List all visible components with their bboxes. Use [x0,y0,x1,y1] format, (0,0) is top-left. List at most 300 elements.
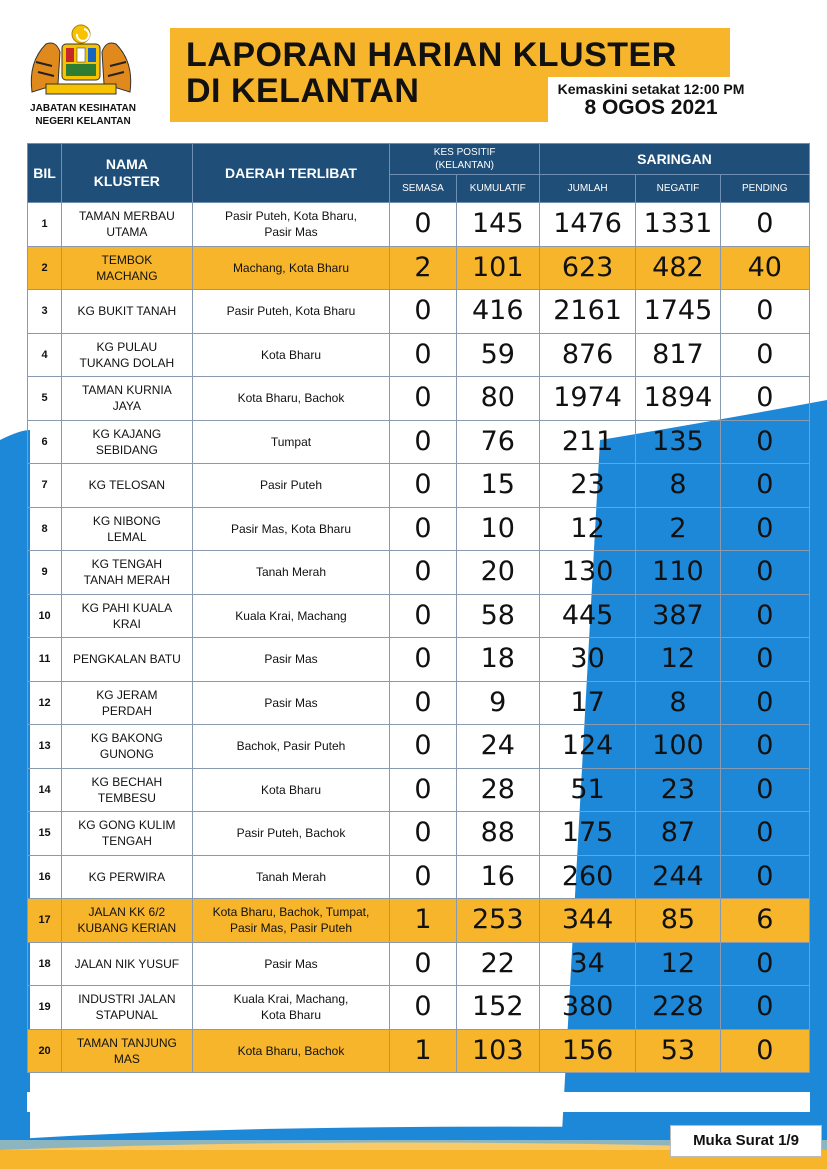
bil-value: 10 [38,609,51,622]
nama-line-1: KG BECHAH [91,774,163,789]
semasa-value: 0 [414,338,432,370]
kumulatif-value: 28 [480,773,515,805]
cell-daerah [192,812,390,856]
daerah-line-1: Pasir Puteh [259,478,322,493]
negatif-value: 8 [669,686,687,718]
bil-value: 19 [38,1001,51,1014]
pending-value: 0 [756,817,774,849]
cell-bil [28,464,62,508]
nama-line-1: KG PAHI KUALA [81,600,173,615]
semasa-value: 0 [414,512,432,544]
nama-line-2: UTAMA [106,225,148,240]
cell-pending [720,246,809,290]
daerah-line-2: Kota Bharu [260,1008,321,1023]
cell-negatif [636,377,720,421]
nama-line-1: TAMAN MERBAU [78,209,175,224]
pending-value: 0 [756,991,774,1023]
semasa-value: 0 [414,208,432,240]
agency-line-1: JABATAN KESIHATAN [30,103,136,114]
bil-value: 11 [38,653,51,666]
cell-negatif [636,986,720,1030]
cell-kumulatif [456,855,539,899]
table-row [28,899,810,943]
pending-value: 0 [756,295,774,327]
nama-line-1: KG BAKONG [90,731,163,746]
table-row [28,507,810,551]
cell-daerah [192,942,390,986]
cell-nama-kluster [62,464,192,508]
cell-nama-kluster [62,246,192,290]
cell-daerah [192,377,390,421]
negatif-value: 1745 [643,295,713,327]
semasa-value: 0 [414,860,432,892]
pending-value: 0 [756,338,774,370]
table-row [28,942,810,986]
nama-line-2: PERDAH [101,703,152,718]
daerah-line-1: Kuala Krai, Machang, [233,992,349,1007]
nama-line-1: KG BUKIT TANAH [77,304,177,319]
bil-value: 1 [41,218,48,231]
kumulatif-value: 103 [471,1034,524,1066]
jumlah-value: 876 [561,338,614,370]
cell-kumulatif [456,638,539,682]
table-footer-spacer [27,1092,810,1112]
nama-line-2: TUKANG DOLAH [79,355,175,370]
daerah-line-1: Kota Bharu, Bachok, Tumpat, [212,905,370,920]
cell-nama-kluster [62,899,192,943]
pending-value: 0 [756,947,774,979]
negatif-value: 387 [652,599,704,631]
cell-daerah [192,899,390,943]
daerah-line-1: Machang, Kota Bharu [232,260,350,275]
update-date: 8 OGOS 2021 [584,96,718,119]
cell-negatif [636,507,720,551]
pending-value: 0 [756,773,774,805]
table-row [28,812,810,856]
nama-line-2: GUNONG [99,747,154,762]
pending-value: 0 [756,208,774,240]
semasa-value: 0 [414,730,432,762]
jumlah-value: 2161 [553,295,622,327]
daerah-line-1: Bachok, Pasir Puteh [236,739,346,754]
jumlah-value: 175 [561,817,614,849]
cell-bil [28,768,62,812]
cell-semasa [390,420,456,464]
daerah-line-1: Kota Bharu, Bachok [237,1043,345,1058]
cell-semasa [390,551,456,595]
cell-negatif [636,594,720,638]
table-row [28,768,810,812]
cell-negatif [636,942,720,986]
page-number: Muka Surat 1/9 [670,1125,822,1157]
cell-bil [28,986,62,1030]
jumlah-value: 34 [570,947,605,979]
table-row [28,420,810,464]
nama-line-2: KRAI [112,616,141,631]
cell-semasa [390,768,456,812]
cell-jumlah [539,551,635,595]
bil-value: 8 [41,522,48,535]
cell-bil [28,333,62,377]
cell-kumulatif [456,377,539,421]
cell-pending [720,942,809,986]
update-info [548,77,754,125]
nama-line-2: JAYA [112,399,141,414]
pending-value: 0 [756,643,774,675]
cell-pending [720,377,809,421]
table-row [28,377,810,421]
cell-semasa [390,638,456,682]
cell-nama-kluster [62,681,192,725]
cell-jumlah [539,942,635,986]
kumulatif-value: 76 [480,425,515,457]
negatif-value: 12 [660,947,696,979]
col-header-negatif: NEGATIF [636,175,720,203]
cell-jumlah [539,725,635,769]
jumlah-value: 344 [561,904,614,936]
kumulatif-value: 18 [480,643,515,675]
cell-pending [720,507,809,551]
cell-semasa [390,333,456,377]
nama-line-1: KG TELOSAN [88,478,166,493]
jumlah-value: 1476 [553,208,622,240]
cell-kumulatif [456,203,539,247]
cell-daerah [192,594,390,638]
cell-kumulatif [456,464,539,508]
cell-pending [720,290,809,334]
cell-negatif [636,246,720,290]
pending-value: 0 [756,425,774,457]
agency-name [8,102,158,128]
bil-value: 9 [41,566,48,579]
jumlah-value: 623 [561,251,614,283]
kumulatif-value: 416 [471,295,524,327]
cell-nama-kluster [62,551,192,595]
kumulatif-value: 101 [471,251,524,283]
cell-negatif [636,768,720,812]
negatif-value: 1894 [643,382,713,414]
nama-line-1: KG PERWIRA [88,869,166,884]
cell-kumulatif [456,290,539,334]
negatif-value: 817 [652,338,704,370]
cell-kumulatif [456,246,539,290]
semasa-value: 0 [414,556,432,588]
cell-jumlah [539,1029,635,1073]
semasa-value: 0 [414,773,432,805]
negatif-value: 100 [652,730,704,762]
negatif-value: 244 [652,860,704,892]
cell-bil [28,725,62,769]
negatif-value: 2 [669,512,687,544]
cell-bil [28,812,62,856]
cell-kumulatif [456,1029,539,1073]
cell-jumlah [539,899,635,943]
bil-value: 2 [41,261,48,274]
semasa-value: 0 [414,382,432,414]
bil-value: 18 [38,957,51,970]
nama-line-2: STAPUNAL [95,1008,159,1023]
cell-pending [720,1029,809,1073]
bil-value: 13 [38,740,51,753]
pending-value: 0 [756,556,774,588]
cell-negatif [636,464,720,508]
jumlah-value: 124 [561,730,614,762]
nama-line-1: JALAN KK 6/2 [88,905,166,920]
cell-pending [720,986,809,1030]
cell-daerah [192,725,390,769]
col-header-kumulatif: KUMULATIF [456,175,539,203]
cell-daerah [192,420,390,464]
cell-pending [720,855,809,899]
cell-bil [28,246,62,290]
cell-semasa [390,725,456,769]
semasa-value: 0 [414,686,432,718]
table-row [28,464,810,508]
cell-semasa [390,855,456,899]
cell-pending [720,812,809,856]
col-header-kes-line-1: KES POSITIF [433,147,496,158]
cell-nama-kluster [62,420,192,464]
semasa-value: 0 [414,599,432,631]
nama-line-1: KG PULAU [96,339,158,354]
nama-line-1: INDUSTRI JALAN [78,992,176,1007]
cell-daerah [192,333,390,377]
cell-pending [720,464,809,508]
cell-jumlah [539,377,635,421]
cell-pending [720,203,809,247]
cell-semasa [390,464,456,508]
cell-semasa [390,899,456,943]
kumulatif-value: 20 [480,556,515,588]
col-header-semasa: SEMASA [390,175,456,203]
jumlah-value: 380 [561,991,614,1023]
jumlah-value: 30 [570,643,605,675]
cell-daerah [192,681,390,725]
cell-kumulatif [456,899,539,943]
cell-negatif [636,551,720,595]
cell-negatif [636,812,720,856]
report-title-line-1: LAPORAN HARIAN KLUSTER [186,36,677,74]
daerah-line-1: Kota Bharu [260,782,321,797]
jumlah-value: 23 [570,469,605,501]
jumlah-value: 445 [561,599,614,631]
cell-negatif [636,203,720,247]
table-row [28,725,810,769]
table-row [28,681,810,725]
col-header-nama [62,144,192,203]
nama-line-2: MACHANG [96,268,158,283]
negatif-value: 1331 [643,208,713,240]
cell-semasa [390,812,456,856]
semasa-value: 0 [414,991,432,1023]
cell-negatif [636,855,720,899]
table-row [28,290,810,334]
bil-value: 16 [38,870,51,883]
agency-line-2: NEGERI KELANTAN [35,116,131,127]
cell-bil [28,1029,62,1073]
daerah-line-1: Tanah Merah [255,565,326,580]
negatif-value: 482 [652,251,704,283]
semasa-value: 1 [414,1034,432,1066]
semasa-value: 0 [414,295,432,327]
cell-bil [28,942,62,986]
cell-semasa [390,203,456,247]
cell-kumulatif [456,594,539,638]
semasa-value: 0 [414,643,432,675]
cell-kumulatif [456,681,539,725]
cell-bil [28,551,62,595]
kumulatif-value: 10 [480,512,515,544]
kumulatif-value: 145 [471,208,524,240]
cell-daerah [192,638,390,682]
nama-line-2: SEBIDANG [95,442,158,457]
bil-value: 4 [41,348,48,361]
nama-line-1: TAMAN KURNIA [81,383,172,398]
semasa-value: 0 [414,947,432,979]
nama-line-2: TEMBESU [97,790,156,805]
negatif-value: 12 [660,643,696,675]
bil-value: 14 [38,783,51,796]
cell-nama-kluster [62,203,192,247]
cell-bil [28,507,62,551]
cell-daerah [192,551,390,595]
nama-line-1: KG NIBONG [92,513,161,528]
pending-value: 40 [747,251,782,283]
kumulatif-value: 80 [480,382,515,414]
daerah-line-1: Pasir Puteh, Bachok [236,826,346,841]
cluster-table [27,143,810,1073]
cell-daerah [192,768,390,812]
col-header-nama-line-1: NAMA [105,156,148,172]
pending-value: 0 [756,469,774,501]
nama-line-1: KG JERAM [96,687,158,702]
cell-negatif [636,290,720,334]
cell-negatif [636,333,720,377]
nama-line-1: KG GONG KULIM [78,818,176,833]
pending-value: 0 [756,382,774,414]
cell-bil [28,681,62,725]
pending-value: 0 [756,686,774,718]
col-header-saringan: SARINGAN [539,144,809,175]
col-header-kes-line-2: (KELANTAN) [435,160,494,171]
kumulatif-value: 15 [480,469,515,501]
cell-kumulatif [456,551,539,595]
cell-semasa [390,377,456,421]
negatif-value: 110 [652,556,704,588]
cell-nama-kluster [62,986,192,1030]
jumlah-value: 17 [570,686,605,718]
daerah-line-1: Kota Bharu [260,347,321,362]
cell-bil [28,855,62,899]
cell-daerah [192,203,390,247]
bil-value: 5 [41,392,48,405]
bil-value: 7 [41,479,48,492]
cell-nama-kluster [62,812,192,856]
jumlah-value: 260 [561,860,614,892]
jumlah-value: 211 [561,425,614,457]
cell-jumlah [539,986,635,1030]
semasa-value: 0 [414,425,432,457]
cell-negatif [636,638,720,682]
cell-jumlah [539,594,635,638]
cell-daerah [192,986,390,1030]
negatif-value: 8 [669,469,687,501]
pending-value: 0 [756,599,774,631]
nama-line-2: TENGAH [101,834,152,849]
jumlah-value: 156 [561,1034,614,1066]
cell-jumlah [539,290,635,334]
cell-kumulatif [456,812,539,856]
negatif-value: 87 [660,817,696,849]
cell-jumlah [539,464,635,508]
cell-nama-kluster [62,725,192,769]
cell-jumlah [539,638,635,682]
nama-line-1: TAMAN TANJUNG [76,1035,177,1050]
cell-negatif [636,725,720,769]
cell-nama-kluster [62,638,192,682]
jumlah-value: 51 [570,773,605,805]
kumulatif-value: 9 [489,686,507,718]
cell-nama-kluster [62,290,192,334]
kumulatif-value: 24 [480,730,515,762]
pending-value: 0 [756,512,774,544]
cell-pending [720,551,809,595]
nama-line-1: JALAN NIK YUSUF [74,956,180,971]
table-row [28,986,810,1030]
cell-bil [28,594,62,638]
cell-pending [720,638,809,682]
daerah-line-1: Tumpat [270,434,312,449]
kumulatif-value: 58 [480,599,515,631]
cell-jumlah [539,333,635,377]
col-header-kes-positif [390,144,540,175]
cell-daerah [192,1029,390,1073]
col-header-bil: BIL [28,144,62,203]
cell-kumulatif [456,942,539,986]
cell-semasa [390,986,456,1030]
cell-nama-kluster [62,377,192,421]
cell-pending [720,333,809,377]
kumulatif-value: 253 [471,904,524,936]
cell-pending [720,725,809,769]
negatif-value: 135 [652,425,704,457]
cell-bil [28,420,62,464]
cell-nama-kluster [62,768,192,812]
cell-kumulatif [456,333,539,377]
cell-semasa [390,290,456,334]
cell-daerah [192,290,390,334]
cell-pending [720,420,809,464]
update-label: Kemaskini setakat 12:00 PM [557,81,745,97]
cell-kumulatif [456,507,539,551]
negatif-value: 53 [660,1034,696,1066]
report-title-line-2: DI KELANTAN [186,72,420,110]
cell-negatif [636,420,720,464]
nama-line-2: KUBANG KERIAN [77,921,177,936]
semasa-value: 0 [414,469,432,501]
col-header-jumlah: JUMLAH [539,175,635,203]
semasa-value: 2 [414,251,432,283]
kumulatif-value: 59 [480,338,515,370]
daerah-line-1: Pasir Mas [264,695,318,710]
cell-semasa [390,942,456,986]
daerah-line-1: Kuala Krai, Machang [235,608,347,623]
daerah-line-2: Pasir Mas [264,225,318,240]
col-header-daerah: DAERAH TERLIBAT [192,144,390,203]
negatif-value: 85 [660,904,696,936]
cell-bil [28,377,62,421]
cell-kumulatif [456,768,539,812]
